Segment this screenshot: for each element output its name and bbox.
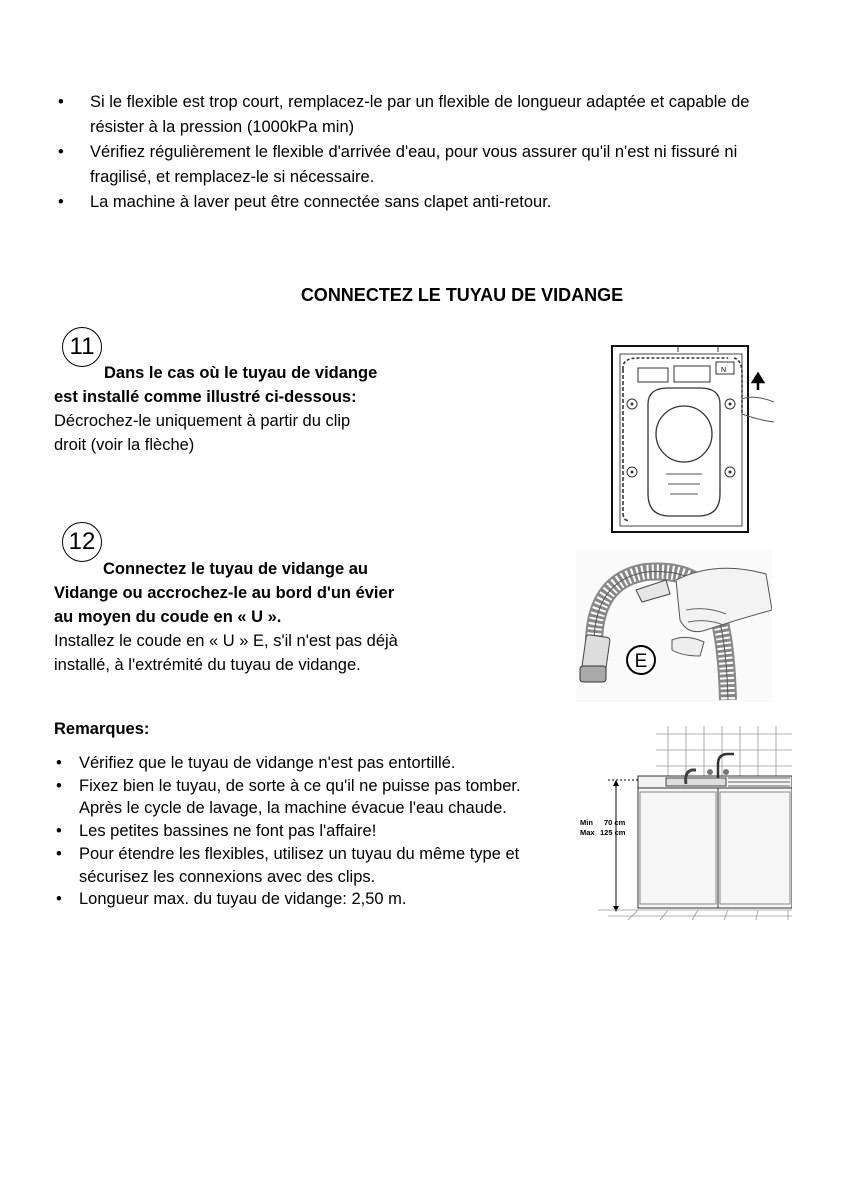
- step-11-text: [54, 361, 474, 457]
- step-number-12: 12: [62, 522, 102, 562]
- remarks-bullet-list: [54, 752, 554, 911]
- list-item: • Si le flexible est trop court, remplacez-le par un flexible de longueur adaptée et capable de résister à la pression (1000kPa min): [54, 90, 774, 140]
- step-12-bold-line-2: Vidange ou accrochez-le au bord d'un évier: [54, 584, 395, 602]
- figure-label-e: E: [634, 651, 648, 672]
- step-11-text-line-1: Décrochez-le uniquement à partir du clip: [54, 412, 351, 430]
- step-12-text-line-1: Installez le coude en « U » E, s'il n'est pas déjà: [54, 632, 398, 650]
- min-value: 70 cm: [604, 818, 626, 827]
- list-item: • Vérifiez régulièrement le flexible d'arrivée d'eau, pour vous assurer qu'il n'est ni fissuré ni fragilisé, et remplacez-le si nécessaire.: [54, 140, 774, 190]
- step-11-text-line-2: droit (voir la flèche): [54, 436, 195, 454]
- step-12-text: [54, 557, 494, 677]
- intro-bullet-list: [54, 90, 774, 215]
- section-title: CONNECTEZ LE TUYAU DE VIDANGE: [300, 285, 624, 305]
- list-item: • Vérifiez que le tuyau de vidange n'est pas entortillé.: [54, 752, 554, 775]
- max-label: Max: [580, 828, 595, 837]
- min-label: Min: [580, 818, 593, 827]
- list-item: • Pour étendre les flexibles, utilisez un tuyau du même type et sécurisez les connexions avec des clips.: [54, 843, 554, 888]
- step-12-text-line-2: installé, à l'extrémité du tuyau de vidange.: [54, 656, 361, 674]
- svg-text:N: N: [721, 367, 727, 374]
- list-item: • Fixez bien le tuyau, de sorte à ce qu'il ne puisse pas tomber. Après le cycle de lavage, la machine évacue l'eau chaude.: [54, 775, 554, 820]
- sink-height-illustration: [578, 724, 792, 920]
- step-11-bold-line-1: Dans le cas où le tuyau de vidange: [104, 364, 378, 382]
- list-item: • Les petites bassines ne font pas l'affaire!: [54, 820, 554, 843]
- step-12-bold-line-3: au moyen du coude en « U ».: [54, 608, 282, 626]
- washing-machine-back-illustration: [608, 344, 776, 536]
- step-12-bold-line-1: Connectez le tuyau de vidange au: [103, 560, 368, 578]
- step-11-bold-line-2: est installé comme illustré ci-dessous:: [54, 388, 357, 406]
- list-item: • La machine à laver peut être connectée sans clapet anti-retour.: [54, 190, 774, 215]
- max-value: 125 cm: [600, 828, 626, 837]
- list-item: • Longueur max. du tuyau de vidange: 2,50 m.: [54, 888, 554, 911]
- remarks-title: Remarques:: [54, 720, 150, 738]
- step-number-11: 11: [62, 327, 102, 367]
- u-bend-hose-illustration: [576, 550, 772, 702]
